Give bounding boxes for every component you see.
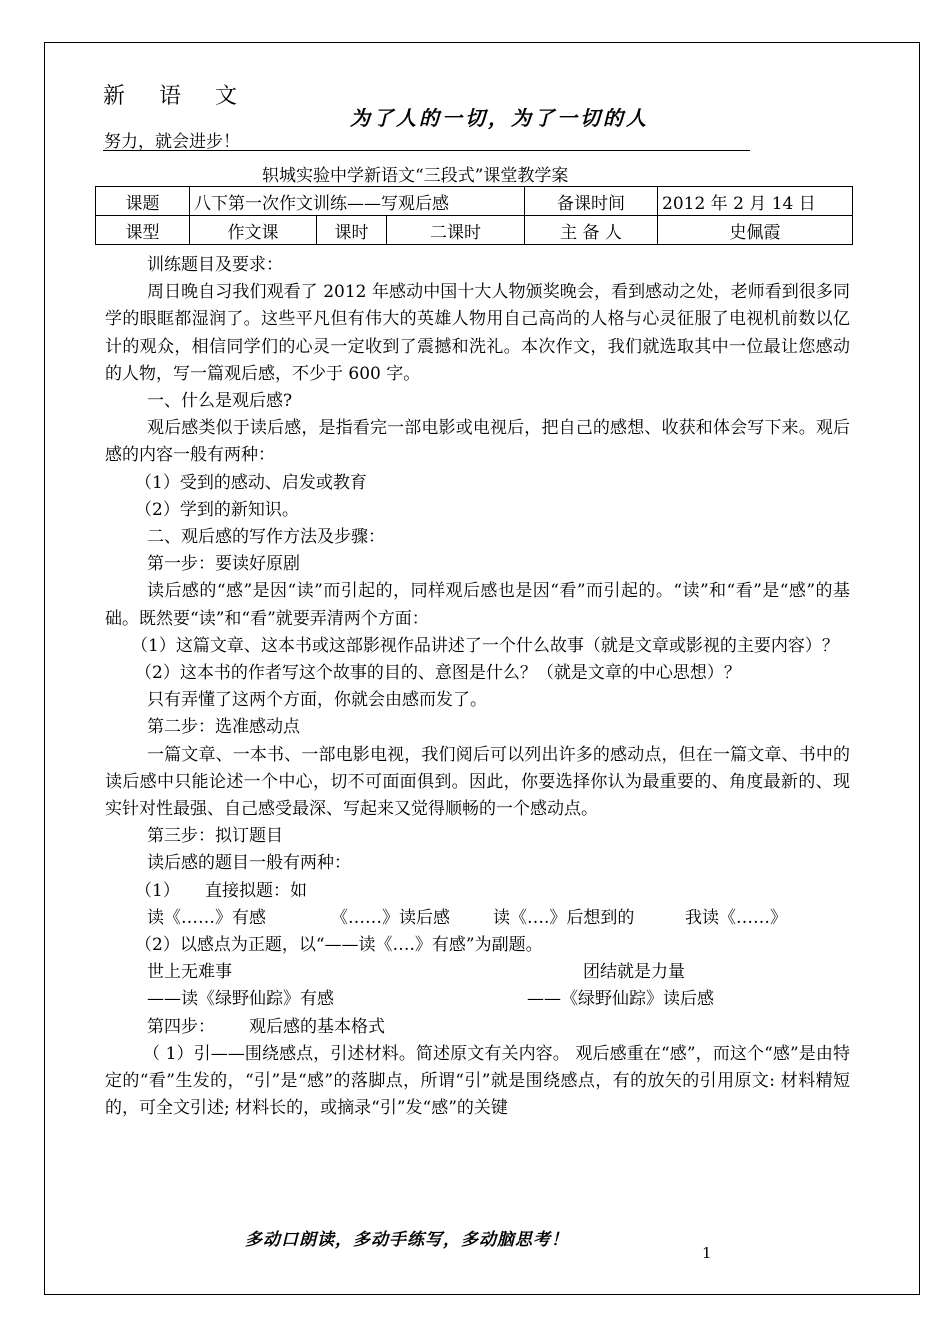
lesson-info-table <box>95 186 853 245</box>
table-row <box>96 187 853 216</box>
slogan: 努力，就会进步！ <box>104 132 240 152</box>
type-label: 课型 <box>96 216 190 245</box>
type-value: 作文课 <box>190 216 317 245</box>
paragraph: （ 1）引——围绕感点，引述材料。简述原文有关内容。 观后感重在“感”，而这个“感”是由特定的“看”生发的，“引”是“感”的落脚点，所谓“引”就是围绕感点，有的放矢的引用原文: 材料精短的，可全文引述; 材料长的，或摘录“引”发“感”的关键 <box>105 1043 850 1119</box>
topic-label: 课题 <box>96 187 190 216</box>
paragraph: 观后感类似于读后感，是指看完一部电影或电视后，把自己的感想、收获和体会写下来。观后感的内容一般有两种： <box>105 418 850 466</box>
paragraph: 一篇文章、一本书、一部电影电视，我们阅后可以列出许多的感动点，但在一篇文章、书中的读后感中只能论述一个中心，切不可面面俱到。因此，你要选择你认为最重要的、角度最新的、现实针对性最强、自己感受最深、写起来又觉得顺畅的一个感动点。 <box>105 744 850 820</box>
paragraph: 周日晚自习我们观看了 2012 年感动中国十大人物颁奖晚会，看到感动之处，老师看到很多同学的眼眶都湿润了。这些平凡但有伟大的英雄人物用自己高尚的人格与心灵征服了电视机前数以亿计的观众，相信同学们的心灵一定收到了震撼和洗礼。本次作文，我们就选取其中一位最让您感动的人物，写一篇观后感，不少于 600 字。 <box>105 282 850 384</box>
list-item: （2）这本书的作者写这个故事的目的、意图是什么？（就是文章的中心思想）？ <box>135 663 741 684</box>
table-row <box>96 216 853 245</box>
title-example-main: 世上无难事 团结就是力量 <box>147 962 685 983</box>
paragraph: 只有弄懂了这两个方面，你就会由感而发了。 <box>147 690 487 711</box>
hours-label: 课时 <box>317 216 387 245</box>
prep-time-label: 备课时间 <box>525 187 658 216</box>
footer-slogan: 多动口朗读，多动手练写，多动脑思考！ <box>245 1230 569 1250</box>
prep-time-value: 2012 年 2 月 14 日 <box>658 187 853 216</box>
title-example-sub: ——读《绿野仙踪》有感 ——《绿野仙踪》读后感 <box>147 989 714 1010</box>
document-title: 轵城实验中学新语文“三段式”课堂教学案 <box>262 166 569 186</box>
step-heading: 第三步：拟订题目 <box>147 826 283 847</box>
requirements-heading: 训练题目及要求： <box>147 255 283 275</box>
list-item: （1） 直接拟题：如 <box>135 880 307 901</box>
list-item: （2）以感点为正题，以“——读《….》有感”为副题。 <box>135 935 543 956</box>
step-heading: 第四步： 观后感的基本格式 <box>147 1016 385 1037</box>
paragraph: 读后感的“感”是因“读”而引起的，同样观后感也是因“看”而引起的。“读”和“看”是“感”的基础。既然要“读”和“看”就要弄清两个方面： <box>105 581 850 629</box>
motto: 为了人的一切，为了一切的人 <box>350 106 649 130</box>
section-heading: 一、什么是观后感? <box>147 391 293 412</box>
document-body <box>105 252 850 1123</box>
section-heading: 二、观后感的写作方法及步骤： <box>147 527 385 548</box>
step-heading: 第一步：要读好原剧 <box>147 554 300 575</box>
list-item: （1）受到的感动、启发或教育 <box>135 472 367 493</box>
list-item: （1）这篇文章、这本书或这部影视作品讲述了一个什么故事（就是文章或影视的主要内容）？ <box>131 635 839 656</box>
paragraph: 读后感的题目一般有两种： <box>147 853 351 874</box>
header-rule <box>103 150 750 151</box>
brand-name: 新语文 <box>103 84 272 109</box>
page-number: 1 <box>702 1244 712 1262</box>
step-heading: 第二步：选准感动点 <box>147 717 300 738</box>
title-examples: 读《……》有感 《……》读后感 读《….》后想到的 我读《……》 <box>147 907 787 928</box>
preparer-value: 史佩霞 <box>658 216 853 245</box>
topic-value: 八下第一次作文训练——写观后感 <box>190 187 525 216</box>
list-item: （2）学到的新知识。 <box>135 499 299 520</box>
preparer-label: 主 备 人 <box>525 216 658 245</box>
hours-value: 二课时 <box>387 216 525 245</box>
